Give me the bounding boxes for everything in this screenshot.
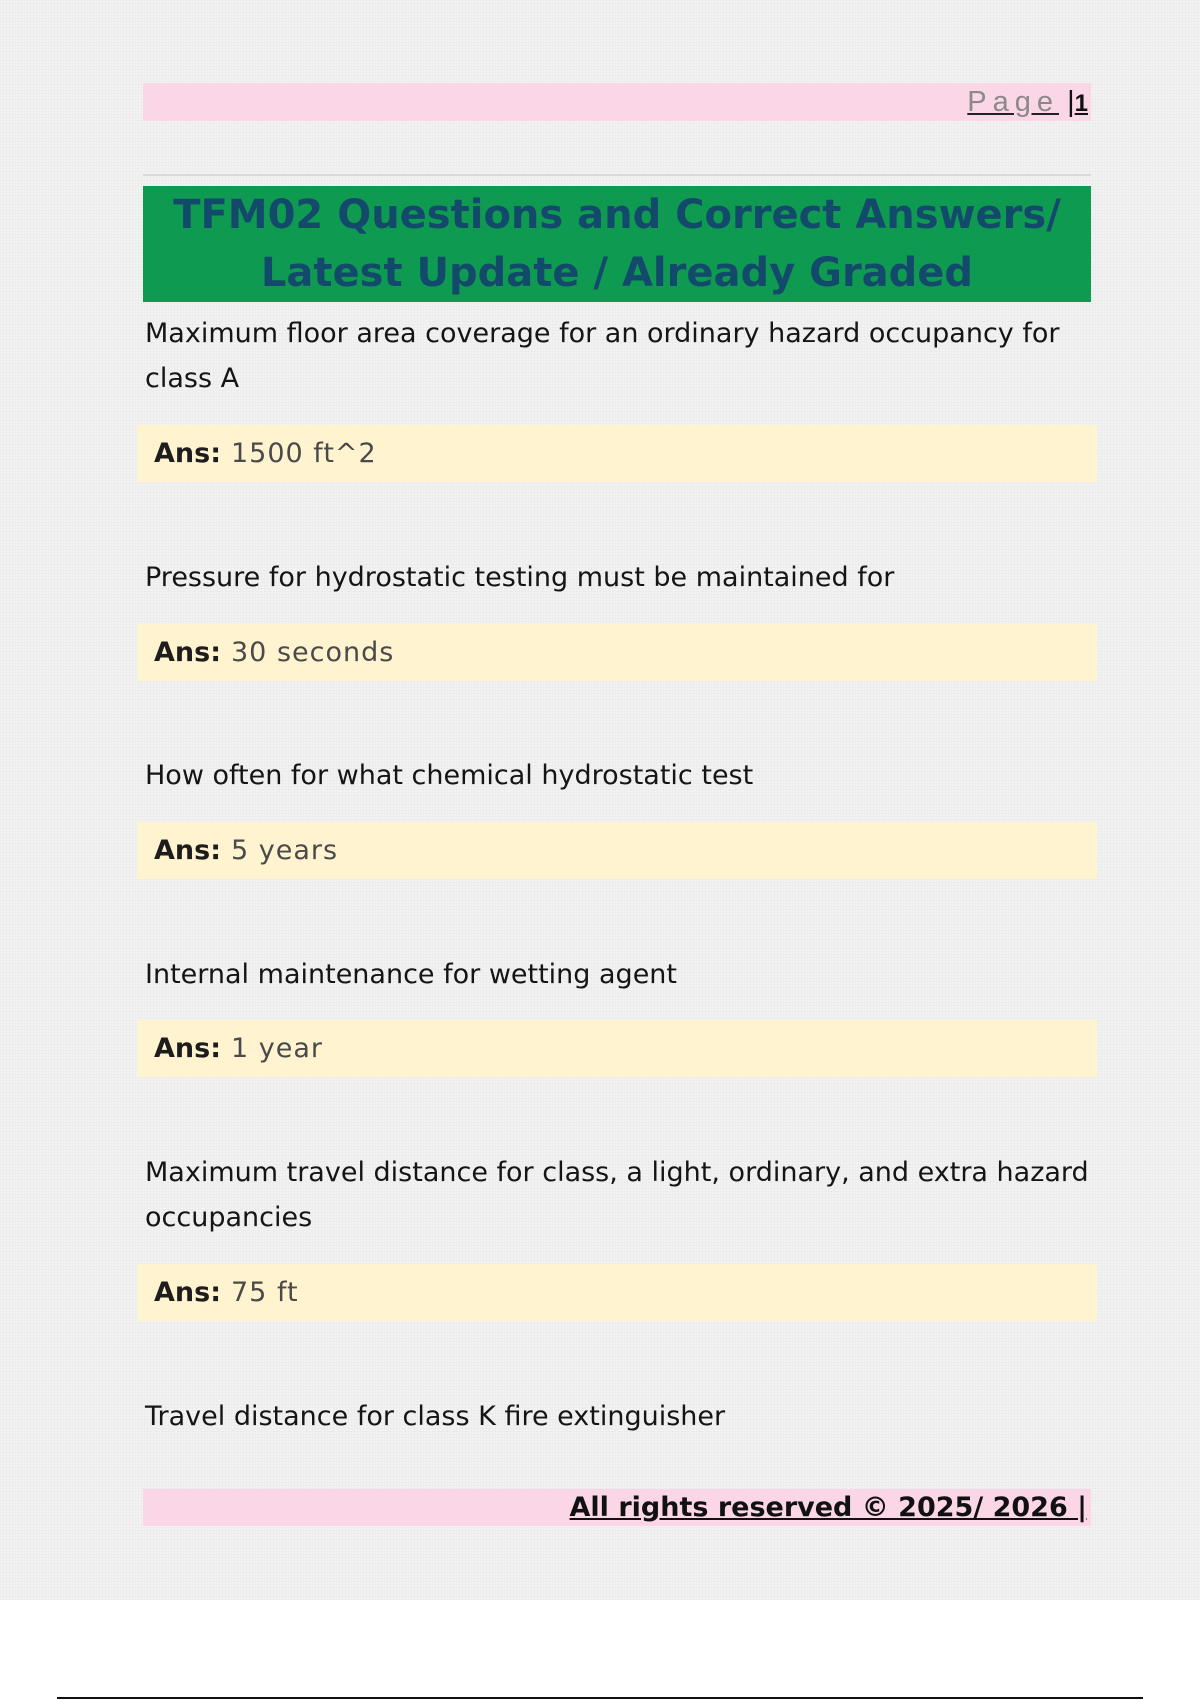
answer-value: 1 year: [231, 1033, 323, 1064]
question-2: Pressure for hydrostatic testing must be maintained for: [145, 562, 895, 593]
copyright-notice: All rights reserved © 2025/ 2026 |: [569, 1492, 1087, 1523]
answer-value: 30 seconds: [231, 637, 395, 668]
question-6: Travel distance for class K fire extinguisher: [145, 1401, 726, 1432]
answer-row-2: [137, 624, 1097, 681]
answer-label: Ans:: [154, 637, 221, 668]
header-divider: [143, 174, 1091, 176]
page-footer: [143, 1489, 1091, 1526]
answer-value: 75 ft: [231, 1277, 299, 1308]
question-3: How often for what chemical hydrostatic test: [145, 760, 754, 791]
document-title: TFM02 Questions and Correct Answers/ Latest Update / Already Graded: [173, 192, 1061, 296]
answer-row-3: [137, 822, 1097, 879]
question-4: Internal maintenance for wetting agent: [145, 959, 678, 990]
page-number: 1: [1074, 90, 1088, 117]
title-banner: [143, 186, 1091, 302]
page-separator: |: [1067, 86, 1075, 118]
answer-row-5: [137, 1264, 1097, 1321]
question-1: Maximum floor area coverage for an ordinary hazard occupancy for class A: [145, 318, 1060, 394]
question-5: Maximum travel distance for class, a light, ordinary, and extra hazard occupancies: [145, 1157, 1089, 1233]
page-bottom-rule: [57, 1697, 1143, 1699]
answer-label: Ans:: [154, 835, 221, 866]
answer-value: 5 years: [231, 835, 339, 866]
answer-label: Ans:: [154, 438, 221, 469]
answer-value: 1500 ft^2: [231, 438, 377, 469]
answer-label: Ans:: [154, 1277, 221, 1308]
page-word: Page: [967, 86, 1060, 118]
answer-row-1: [137, 425, 1097, 482]
answer-label: Ans:: [154, 1033, 221, 1064]
page-number-label: [967, 86, 1088, 120]
page-header: [143, 83, 1091, 121]
answer-row-4: [137, 1020, 1097, 1077]
